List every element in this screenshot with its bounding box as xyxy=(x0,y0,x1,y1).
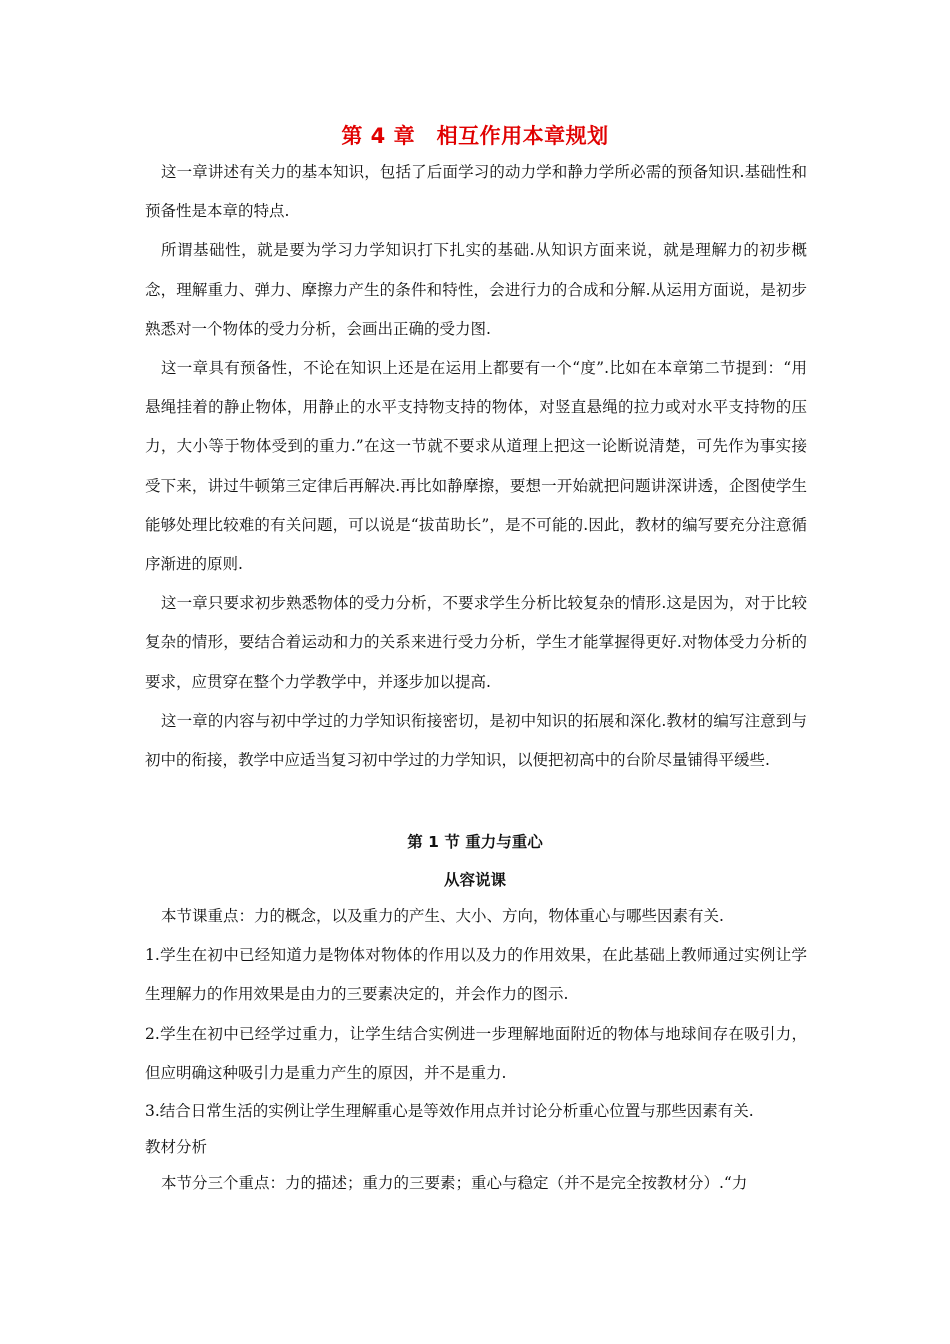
intro-text xyxy=(145,153,807,780)
analysis-heading: 教材分析 xyxy=(145,1138,208,1157)
key-points-paragraph: 本节课重点：力的概念，以及重力的产生、大小、方向，物体重心与哪些因素有关. xyxy=(161,907,724,925)
section-text xyxy=(145,897,807,1201)
intro-paragraph-5: 这一章的内容与初中学过的力学知识衔接密切，是初中知识的拓展和深化.教材的编写注意到与初中的衔接，教学中应适当复习初中学过的力学知识，以便把初高中的台阶尽量铺得平缓些. xyxy=(145,711,807,770)
intro-paragraph-3: 这一章具有预备性，不论在知识上还是在运用上都要有一个“度”.比如在本章第二节提到：“用悬绳挂着的静止物体，用静止的水平支持物支持的物体，对竖直悬绳的拉力或对水平支持物的压力，大小等于物体受到的重力.”在这一节就不要求从道理上把这一论断说清楚，可先作为事实接受下来，讲过牛顿第三定律后再解决.再比如静摩擦，要想一开始就把问题讲深讲透，企图使学生能够处理比较难的有关问题，可以说是“拔苗助长”，是不可能的.因此，教材的编写要充分注意循序渐进的原则. xyxy=(145,359,807,574)
analysis-paragraph: 本节分三个重点：力的描述；重力的三要素；重心与稳定（并不是完全按教材分）.“力 xyxy=(161,1174,748,1193)
section-title: 第 1 节 重力与重心 xyxy=(407,833,543,851)
intro-paragraph-4: 这一章只要求初步熟悉物体的受力分析，不要求学生分析比较复杂的情形.这是因为，对于比较复杂的情形，要结合着运动和力的关系来进行受力分析，学生才能掌握得更好.对物体受力分析的要求，应贯穿在整个力学教学中，并逐步加以提高. xyxy=(145,594,807,691)
item-3-paragraph: 3.结合日常生活的实例让学生理解重心是等效作用点并讨论分析重心位置与那些因素有关. xyxy=(145,1102,754,1121)
item-2-paragraph: 2.学生在初中已经学过重力，让学生结合实例进一步理解地面附近的物体与地球间存在吸引力，但应明确这种吸引力是重力产生的原因，并不是重力. xyxy=(145,1024,807,1082)
intro-paragraph-1: 这一章讲述有关力的基本知识，包括了后面学习的动力学和静力学所必需的预备知识.基础性和预备性是本章的特点. xyxy=(145,163,807,221)
item-1-paragraph: 1.学生在初中已经知道力是物体对物体的作用以及力的作用效果，在此基础上教师通过实例让学生理解力的作用效果是由力的三要素决定的，并会作力的图示. xyxy=(145,946,807,1004)
intro-paragraph-2: 所谓基础性，就是要为学习力学知识打下扎实的基础.从知识方面来说，就是理解力的初步概念，理解重力、弹力、摩擦力产生的条件和特性，会进行力的合成和分解.从运用方面说，是初步熟悉对一个物体的受力分析，会画出正确的受力图. xyxy=(145,241,807,338)
subsection-title: 从容说课 xyxy=(443,871,506,889)
chapter-title: 第 4 章 相互作用本章规划 xyxy=(341,124,609,148)
